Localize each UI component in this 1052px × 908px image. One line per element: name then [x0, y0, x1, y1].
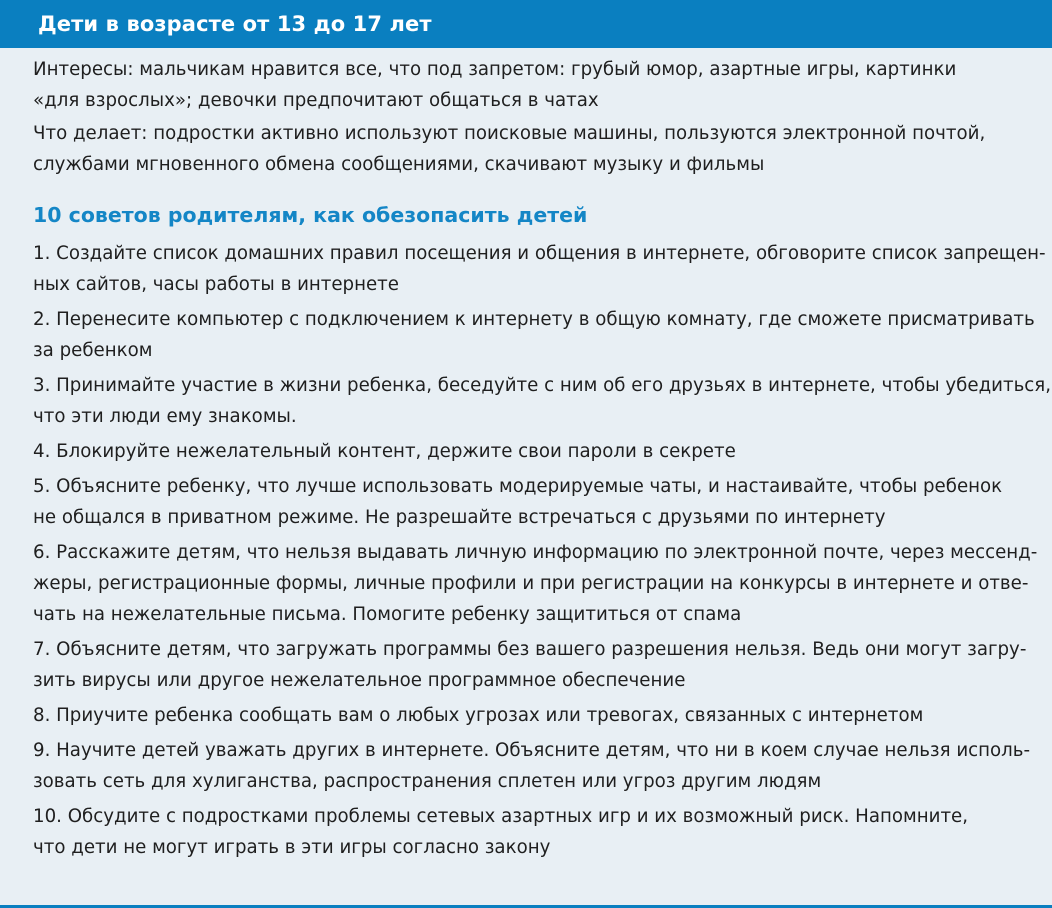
tip-item	[33, 238, 1046, 300]
tips-title: 10 советов родителям, как обезопасить детей	[33, 203, 588, 227]
header-title: Дети в возрасте от 13 до 17 лет	[38, 12, 432, 36]
tip-item-line: 8. Приучите ребенка сообщать вам о любых угрозах или тревогах, связанных с интернетом	[33, 705, 924, 726]
info-section	[33, 54, 1022, 180]
info-paragraph-line: Что делает: подростки активно используют поисковые машины, пользуются электронной почтой,	[33, 123, 986, 144]
tip-item-line: 2. Перенесите компьютер с подключением к интернету в общую комнату, где сможете присматривать	[33, 309, 1035, 330]
info-paragraph	[33, 118, 1022, 180]
tip-item	[33, 735, 1031, 797]
tip-item-line: за ребенком	[33, 340, 153, 361]
header-bar	[0, 0, 1052, 48]
tip-item-line: чать на нежелательные письма. Помогите ребенку защититься от спама	[33, 604, 742, 625]
tip-item-line: что дети не могут играть в эти игры согласно закону	[33, 837, 551, 858]
tip-item-line: 6. Расскажите детям, что нельзя выдавать личную информацию по электронной почте, через мессенд-	[33, 542, 1038, 563]
tip-item-line: зить вирусы или другое нежелательное программное обеспечение	[33, 670, 686, 691]
tip-item-line: жеры, регистрационные формы, личные профили и при регистрации на конкурсы в интернете и отве-	[33, 573, 1029, 594]
tips-list	[33, 238, 1052, 863]
tip-item-line: 7. Объясните детям, что загружать программы без вашего разрешения нельзя. Ведь они могут загру-	[33, 639, 1027, 660]
tip-item-line: не общался в приватном режиме. Не разрешайте встречаться с друзьями по интернету	[33, 507, 886, 528]
tip-item	[33, 471, 1022, 533]
info-paragraph	[33, 54, 1022, 116]
tip-item-line: зовать сеть для хулиганства, распространения сплетен или угроз другим людям	[33, 771, 822, 792]
tip-item	[33, 304, 1035, 366]
tip-item-line: 5. Объясните ребенку, что лучше использовать модерируемые чаты, и настаивайте, чтобы ребенок	[33, 476, 1003, 497]
tip-item-line: 4. Блокируйте нежелательный контент, держите свои пароли в секрете	[33, 441, 736, 462]
tip-item-line: 10. Обсудите с подростками проблемы сетевых азартных игр и их возможный риск. Напомните,	[33, 806, 969, 827]
tip-item	[33, 436, 1022, 467]
tip-item	[33, 634, 1027, 696]
info-paragraph-line: службами мгновенного обмена сообщениями, скачивают музыку и фильмы	[33, 154, 765, 175]
tip-item-line: что эти люди ему знакомы.	[33, 406, 297, 427]
info-paragraph-line: «для взрослых»; девочки предпочитают общаться в чатах	[33, 90, 599, 111]
tip-item-line: ных сайтов, часы работы в интернете	[33, 274, 399, 295]
card-content	[0, 48, 1052, 863]
tip-item	[33, 370, 1052, 432]
tip-item-line: 1. Создайте список домашних правил посещения и общения в интернете, обговорите список запрещен-	[33, 243, 1046, 264]
tip-item-line: 3. Принимайте участие в жизни ребенка, беседуйте с ним об его друзьях в интернете, чтобы убедиться,	[33, 375, 1052, 396]
info-paragraph-line: Интересы: мальчикам нравится все, что под запретом: грубый юмор, азартные игры, картинки	[33, 59, 957, 80]
tip-item-line: 9. Научите детей уважать других в интернете. Объясните детям, что ни в коем случае нельзя исполь-	[33, 740, 1031, 761]
tip-item	[33, 537, 1038, 630]
tip-item	[33, 801, 1022, 863]
tip-item	[33, 700, 1022, 731]
